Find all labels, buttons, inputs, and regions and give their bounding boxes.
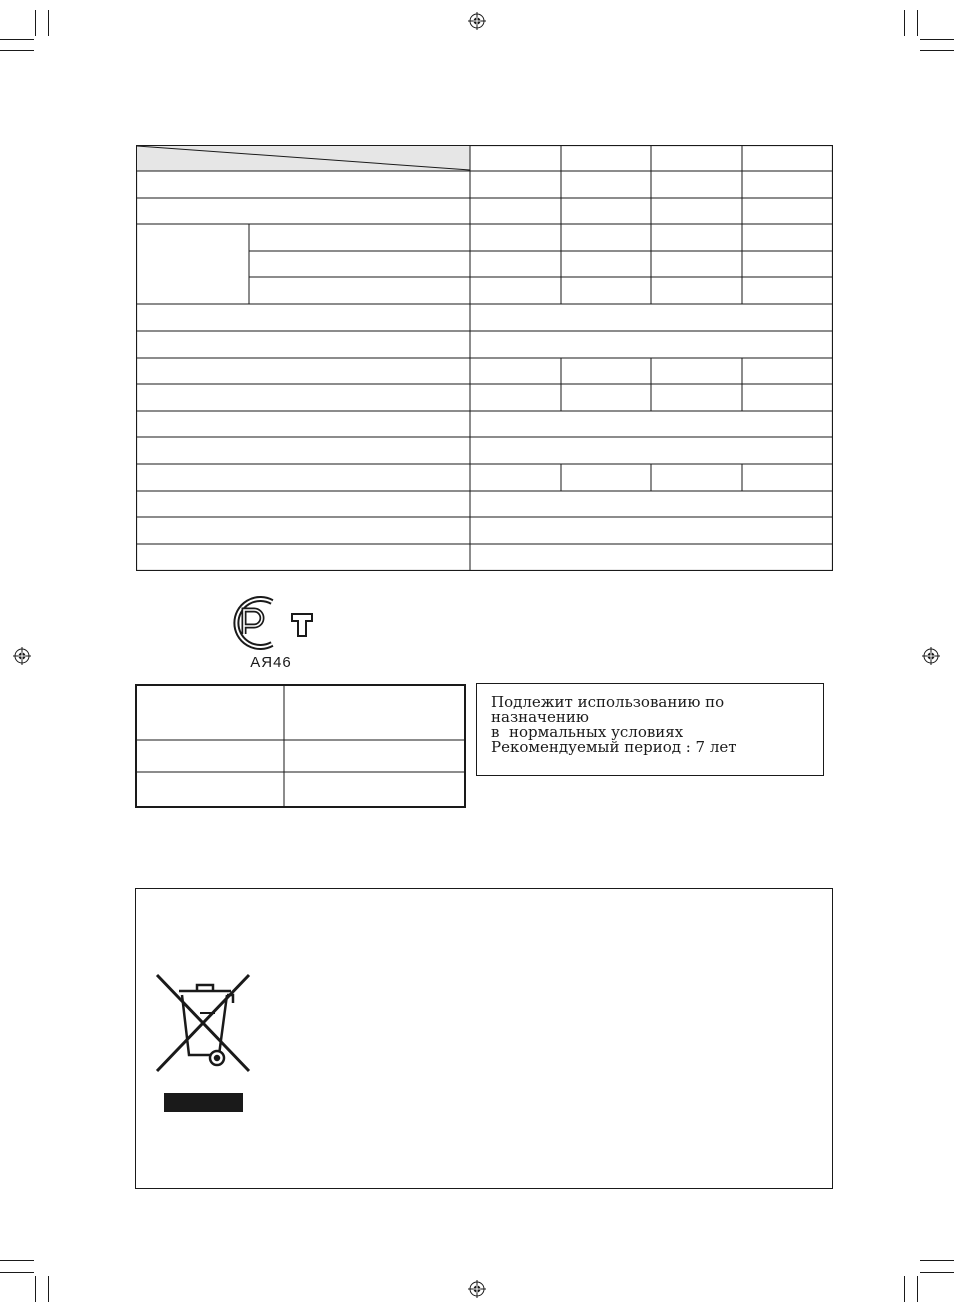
info-table xyxy=(135,684,466,808)
rostest-pct-mark xyxy=(228,594,314,652)
crop-mark xyxy=(920,1272,954,1273)
certification-code: АЯ46 xyxy=(250,654,292,671)
crop-mark xyxy=(917,10,918,36)
weee-black-bar xyxy=(164,1093,243,1112)
usage-note-box xyxy=(476,683,824,776)
crop-mark xyxy=(920,1260,954,1261)
registration-mark-icon xyxy=(468,12,486,30)
crop-mark xyxy=(0,39,34,40)
crop-mark xyxy=(35,1276,36,1302)
usage-note-line: в нормальных условиях xyxy=(491,723,684,741)
crop-mark xyxy=(0,1272,34,1273)
crop-mark xyxy=(920,50,954,51)
usage-note-text xyxy=(491,695,737,755)
crop-mark xyxy=(920,39,954,40)
crop-mark xyxy=(48,10,49,36)
crop-mark xyxy=(35,10,36,36)
disposal-notice-box xyxy=(135,888,833,1189)
specification-table xyxy=(136,145,833,571)
crop-mark xyxy=(0,1260,34,1261)
crop-mark xyxy=(0,50,34,51)
registration-mark-icon xyxy=(922,647,940,665)
crossed-out-wheelie-bin-icon xyxy=(153,973,253,1073)
registration-mark-icon xyxy=(13,647,31,665)
crop-mark xyxy=(917,1276,918,1302)
usage-note-line: Рекомендуемый период : 7 лет xyxy=(491,738,737,756)
usage-note-line: назначению xyxy=(491,708,589,726)
usage-note-line: Подлежит использованию по xyxy=(491,693,725,711)
registration-mark-icon xyxy=(468,1280,486,1298)
crop-mark xyxy=(48,1276,49,1302)
crop-mark xyxy=(904,10,905,36)
crop-mark xyxy=(904,1276,905,1302)
